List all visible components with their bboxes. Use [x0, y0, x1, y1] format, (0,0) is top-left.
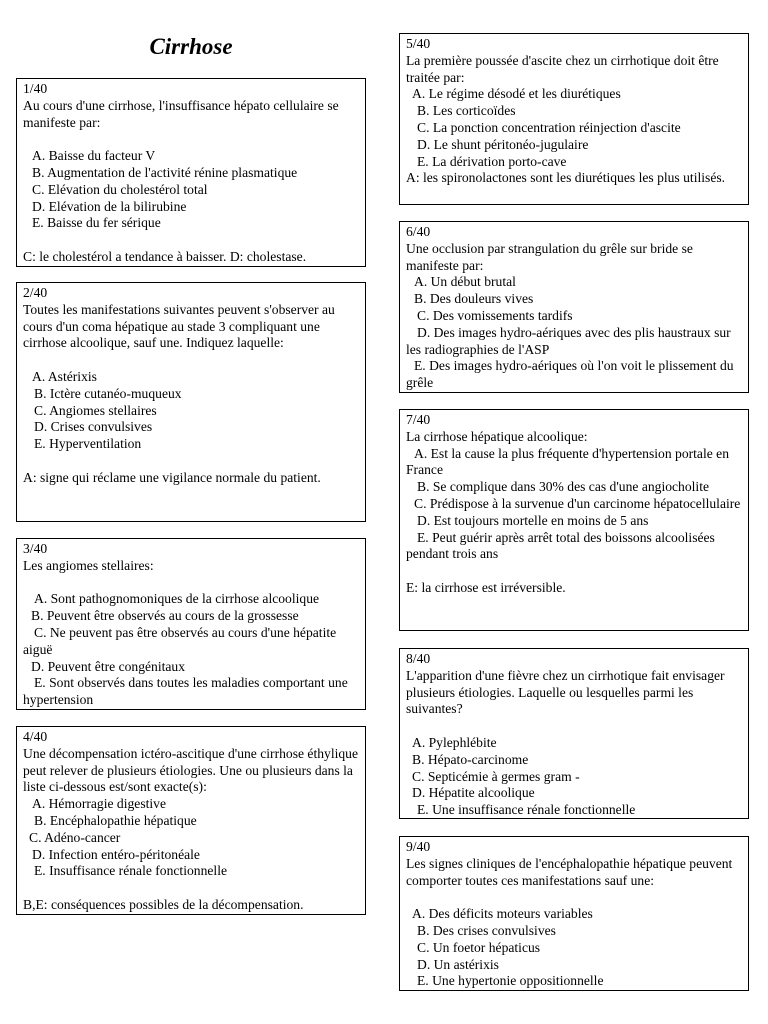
option-b: B. Encéphalopathie hépatique: [34, 812, 197, 828]
question-box-5: [399, 33, 749, 205]
question-stem: Une occlusion par strangulation du grêle sur bride se manifeste par:: [406, 240, 697, 273]
option-d: D. Un astérixis: [417, 956, 499, 972]
answer-note: A: les spironolactones sont les diurétiques les plus utilisés.: [406, 170, 726, 186]
option-e: E. Baisse du fer sérique: [32, 215, 161, 231]
question-stem: La cirrhose hépatique alcoolique:: [406, 428, 588, 444]
option-a: A. Un début brutal: [414, 274, 516, 290]
option-a: A. Des déficits moteurs variables: [412, 906, 593, 922]
option-b: B. Des crises convulsives: [417, 922, 556, 938]
option-a: A. Est la cause la plus fréquente d'hypertension portale en France: [406, 445, 733, 478]
option-e: E. Peut guérir après arrêt total des boissons alcoolisées pendant trois ans: [406, 529, 719, 562]
question-stem: L'apparition d'une fièvre chez un cirrhotique fait envisager plusieurs étiologies. Laquelle ou lesquelles parmi les suivantes?: [406, 667, 728, 717]
question-number: 7/40: [406, 412, 431, 427]
option-a: A. Le régime désodé et les diurétiques: [412, 86, 621, 102]
option-a: A. Baisse du facteur V: [32, 148, 156, 164]
option-c: C. Ne peuvent pas être observés au cours d'une hépatite aiguë: [23, 624, 340, 657]
option-c: C. Angiomes stellaires: [34, 402, 157, 418]
question-number: 2/40: [23, 285, 48, 300]
spacer: [406, 889, 743, 906]
spacer: [406, 563, 743, 580]
option-b: B. Hépato-carcinome: [412, 751, 529, 767]
spacer: [23, 575, 360, 592]
question-stem: Une décompensation ictéro-ascitique d'une cirrhose éthylique peut relever de plusieurs étiologies. Une ou plusieurs dans la liste ci-dessous est/sont exacte(s):: [23, 745, 362, 795]
question-box-1: [16, 78, 366, 267]
question-box-9: [399, 836, 749, 991]
question-stem: Les signes cliniques de l'encéphalopathie hépatique peuvent comporter toutes ces manifestations sauf une:: [406, 855, 736, 888]
option-c: C. Prédispose à la survenue d'un carcinome hépatocellulaire: [414, 495, 741, 511]
spacer: [23, 880, 360, 897]
option-d: D. Est toujours mortelle en moins de 5 ans: [417, 512, 649, 528]
question-box-2: [16, 282, 366, 522]
question-box-4: [16, 726, 366, 915]
option-d: D. Crises convulsives: [34, 419, 153, 435]
option-e: E. Sont observés dans toutes les maladies comportant une hypertension: [23, 675, 352, 708]
question-number: 3/40: [23, 541, 48, 556]
option-d: D. Le shunt péritonéo-jugulaire: [417, 136, 589, 152]
option-d: D. Elévation de la bilirubine: [32, 198, 187, 214]
spacer: [23, 131, 360, 148]
option-e: E. Une insuffisance rénale fonctionnelle: [417, 802, 636, 818]
option-a: A. Astérixis: [32, 368, 97, 384]
question-number: 8/40: [406, 651, 431, 666]
option-e: E. La dérivation porto-cave: [417, 153, 567, 169]
option-b: B. Se complique dans 30% des cas d'une angiocholite: [417, 479, 710, 495]
answer-note: E: la cirrhose est irréversible.: [406, 579, 566, 595]
question-number: 9/40: [406, 839, 431, 854]
option-b: B. Les corticoïdes: [417, 103, 516, 119]
option-e: E. Des images hydro-aériques où l'on voit le plissement du grêle: [406, 358, 737, 391]
spacer: [406, 718, 743, 735]
option-d: D. Peuvent être congénitaux: [31, 658, 186, 674]
spacer: [23, 352, 360, 369]
option-d: D. Des images hydro-aériques avec des plis haustraux sur les radiographies de l'ASP: [406, 324, 735, 357]
option-b: B. Des douleurs vives: [414, 291, 534, 307]
spacer: [23, 453, 360, 470]
question-box-8: [399, 648, 749, 819]
page-title: Cirrhose: [149, 34, 233, 59]
answer-note: A: signe qui réclame une vigilance normale du patient.: [23, 469, 321, 485]
question-stem: La première poussée d'ascite chez un cirrhotique doit être traitée par:: [406, 52, 723, 85]
option-a: A. Pylephlébite: [412, 734, 497, 750]
question-number: 1/40: [23, 81, 48, 96]
option-c: C. Septicémie à germes gram -: [412, 768, 580, 784]
option-c: C. La ponction concentration réinjection d'ascite: [417, 119, 681, 135]
answer-note: B,E: conséquences possibles de la décompensation.: [23, 896, 304, 912]
question-stem: Toutes les manifestations suivantes peuvent s'observer au cours d'un coma hépatique au stade 3 compliquant une cirrhose alcoolique, sauf une. Indiquez laquelle:: [23, 301, 339, 351]
question-box-6: [399, 221, 749, 393]
option-b: B. Peuvent être observés au cours de la grossesse: [31, 608, 299, 624]
option-b: B. Augmentation de l'activité rénine plasmatique: [32, 164, 298, 180]
question-box-7: [399, 409, 749, 631]
option-a: A. Hémorragie digestive: [32, 796, 167, 812]
spacer: [23, 232, 360, 249]
question-number: 6/40: [406, 224, 431, 239]
answer-note: C: le cholestérol a tendance à baisser. D: cholestase.: [23, 248, 307, 264]
option-a: A. Sont pathognomoniques de la cirrhose alcoolique: [34, 591, 320, 607]
option-d: D. Infection entéro-péritonéale: [32, 846, 200, 862]
question-stem: Les angiomes stellaires:: [23, 557, 154, 573]
option-e: E. Une hypertonie oppositionnelle: [417, 973, 604, 989]
option-c: C. Des vomissements tardifs: [417, 307, 573, 323]
option-e: E. Insuffisance rénale fonctionnelle: [34, 863, 228, 879]
option-d: D. Hépatite alcoolique: [412, 785, 535, 801]
option-c: C. Un foetor hépaticus: [417, 939, 541, 955]
question-number: 4/40: [23, 729, 48, 744]
question-stem: Au cours d'une cirrhose, l'insuffisance hépato cellulaire se manifeste par:: [23, 97, 343, 130]
option-e: E. Hyperventilation: [34, 436, 142, 452]
question-number: 5/40: [406, 36, 431, 51]
option-c: C. Adéno-cancer: [29, 829, 121, 845]
question-box-3: [16, 538, 366, 710]
option-c: C. Elévation du cholestérol total: [32, 181, 208, 197]
option-b: B. Ictère cutanéo-muqueux: [34, 385, 182, 401]
